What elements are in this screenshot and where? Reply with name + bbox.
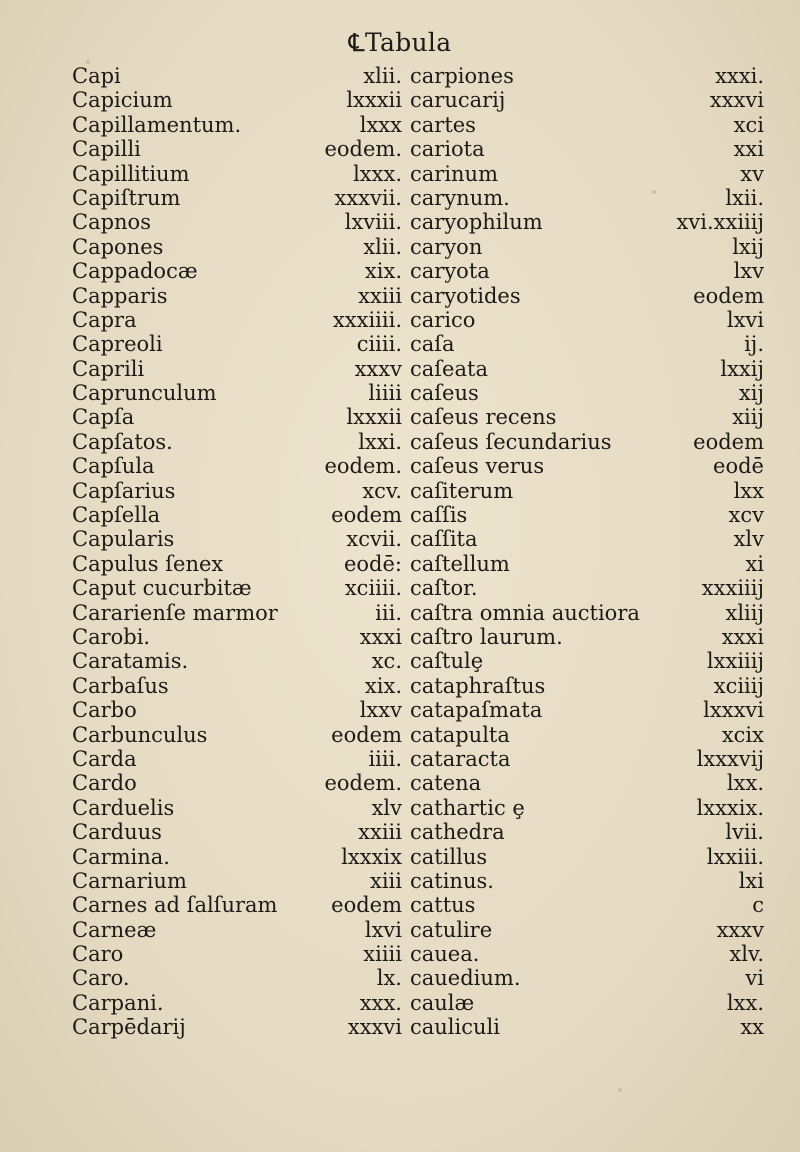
index-entry-term: Capſula	[72, 454, 155, 479]
index-entry-folio: eodem	[331, 893, 402, 918]
index-entry-folio: xix.	[364, 259, 402, 284]
index-entry-term: Capi	[72, 64, 121, 88]
index-entry-folio: xxiii	[358, 283, 402, 308]
index-entry-term: Carpani.	[72, 990, 164, 1015]
index-entry-term: Caratamis.	[72, 649, 189, 674]
index-entry-term: Carbo	[72, 698, 137, 723]
index-entry-term: Capones	[72, 234, 164, 259]
index-entry-term: Cararienſe marmor	[72, 600, 278, 625]
index-entry-folio: xcv	[728, 503, 764, 528]
index-entry-term: catulire	[410, 917, 493, 942]
index-entry-folio: lxx.	[726, 990, 764, 1015]
index-entry-folio: lxxi.	[358, 429, 402, 454]
index-entry-folio: eodem	[331, 503, 402, 528]
index-entry-term: carico	[410, 307, 476, 332]
index-entry-folio: xlii.	[363, 64, 402, 88]
index-entry-folio: xcvii.	[346, 527, 402, 552]
index-entry-folio: xx	[740, 1015, 764, 1040]
index-entry-term: caryophilum	[410, 210, 543, 235]
index-entry-term: Capparis	[72, 283, 168, 308]
index-entry-folio: eodem	[693, 429, 764, 454]
index-entry-folio: lxxxvij	[696, 746, 764, 771]
index-entry-term: Capillitium	[72, 161, 190, 186]
index-entry-folio: lxij	[732, 234, 764, 259]
index-entry-term: caſeus	[410, 381, 479, 406]
index-entry-term: Carbunculus	[72, 722, 208, 747]
index-entry-folio: eodem.	[324, 137, 402, 162]
middle-number-column	[300, 64, 402, 1040]
index-entry-term: Carda	[72, 746, 137, 771]
index-entry-folio: lxxxix.	[696, 795, 764, 820]
index-entry-folio: lvii.	[725, 820, 764, 845]
index-entry-term: catillus	[410, 844, 488, 869]
paper-speck	[86, 60, 90, 64]
index-entry-folio: lxxxix	[341, 844, 402, 869]
index-entry-folio: lxi	[738, 868, 764, 893]
index-entry-term: Caro	[72, 942, 124, 967]
index-entry-folio: xxxi.	[715, 64, 764, 88]
index-entry-folio: xlv	[733, 527, 764, 552]
index-entry-term: Carbaſus	[72, 673, 169, 698]
index-entry-folio: xcix	[721, 722, 764, 747]
index-entry-folio: eodem.	[324, 454, 402, 479]
index-entry-term: caſeus recens	[410, 405, 557, 430]
index-entry-folio: lxxij	[720, 356, 764, 381]
index-entry-term: caſa	[410, 332, 455, 357]
index-entry-folio: xxxv	[354, 356, 402, 381]
index-entry-folio: xiiii	[363, 942, 402, 967]
index-entry-term: Capſarius	[72, 478, 176, 503]
index-entry-term: Carobi.	[72, 624, 151, 649]
index-entry-term: cataphraſtus	[410, 673, 546, 698]
index-entry-term: Capreoli	[72, 332, 163, 357]
index-entry-term: Capiſtrum	[72, 185, 181, 210]
index-entry-term: Carpēdarij	[72, 1015, 186, 1040]
index-entry-term: cauliculi	[410, 1015, 500, 1040]
index-entry-term: cauea.	[410, 942, 480, 967]
index-entry-term: Capnos	[72, 210, 151, 235]
index-entry-term: catinus.	[410, 868, 494, 893]
index-entry-folio: xxxi	[721, 624, 764, 649]
index-entry-term: cathartic ȩ	[410, 795, 525, 820]
paper-speck	[652, 190, 656, 194]
index-entry-term: caſeata	[410, 356, 488, 381]
index-entry-term: caſtellum	[410, 551, 510, 576]
index-entry-term: cauedium.	[410, 966, 521, 991]
index-entry-term: Carnes ad ſalſuram	[72, 893, 278, 918]
index-entry-term: cataracta	[410, 746, 511, 771]
index-entry-term: Cardo	[72, 771, 137, 796]
index-entry-folio: eodē:	[343, 551, 402, 576]
index-entry-folio: xxxvii.	[334, 185, 402, 210]
index-entry-folio: xciiij	[713, 673, 764, 698]
index-entry-folio: xi	[745, 551, 764, 576]
index-entry-folio: xxi	[733, 137, 764, 162]
index-entry-term: caulæ	[410, 990, 475, 1015]
index-entry-folio: lxxxvi	[703, 698, 764, 723]
index-entry-term: Capularis	[72, 527, 175, 552]
page-title	[0, 28, 800, 57]
index-entry-folio: xxxvi	[709, 88, 764, 113]
index-entry-folio: lxvi	[726, 307, 764, 332]
paper-speck	[618, 1088, 622, 1092]
index-entry-term: Capſa	[72, 405, 135, 430]
index-entry-folio: xlv	[371, 795, 402, 820]
index-entry-term: caſtro laurum.	[410, 624, 563, 649]
index-entry-term: Caprili	[72, 356, 145, 381]
index-entry-folio: lxx	[733, 478, 764, 503]
index-entry-term: Carmina.	[72, 844, 170, 869]
index-entry-term: Carduus	[72, 820, 162, 845]
index-entry-term: cariota	[410, 137, 485, 162]
index-entry-folio: lxxx.	[353, 161, 402, 186]
index-entry-term: carinum	[410, 161, 498, 186]
index-entry-term: cartes	[410, 112, 476, 137]
index-entry-folio: eodem.	[324, 771, 402, 796]
index-entry-folio: xiii	[370, 868, 402, 893]
index-entry-term: caſtra omnia auctiora	[410, 600, 640, 625]
index-entry-folio: eodem	[693, 283, 764, 308]
index-entry-folio: eodem	[331, 722, 402, 747]
index-entry-term: Capſella	[72, 503, 161, 528]
index-entry-term: cathedra	[410, 820, 505, 845]
index-entry-term: cattus	[410, 893, 476, 918]
index-entry-folio: xc.	[371, 649, 402, 674]
index-entry-term: Capulus ſenex	[72, 551, 224, 576]
index-entry-folio: xxx.	[359, 990, 402, 1015]
index-entry-term: Capſatos.	[72, 429, 173, 454]
index-entry-term: Caprunculum	[72, 381, 217, 406]
index-entry-term: caryotides	[410, 283, 521, 308]
index-entry-term: caſſita	[410, 527, 478, 552]
index-entry-folio: liiii	[368, 381, 402, 406]
index-entry-folio: iiii.	[368, 746, 402, 771]
right-number-column	[634, 64, 764, 1040]
index-entry-folio: xci	[733, 112, 764, 137]
index-entry-folio: xix.	[364, 673, 402, 698]
index-entry-term: carpiones	[410, 64, 514, 88]
index-entry-term: Capra	[72, 307, 137, 332]
index-entry-folio: xxxv	[716, 917, 764, 942]
index-entry-folio: lxxiii.	[706, 844, 764, 869]
index-entry-folio: eodē	[713, 454, 764, 479]
index-entry-folio: lxx.	[726, 771, 764, 796]
index-entry-folio: lxxv	[359, 698, 402, 723]
index-entry-term: catena	[410, 771, 482, 796]
index-entry-term: caſſis	[410, 503, 468, 528]
index-entry-folio: lxvi	[364, 917, 402, 942]
index-entry-folio: lxxxii	[346, 405, 402, 430]
index-entry-folio: xvi.xxiiij	[676, 210, 764, 235]
index-entry-term: Carneæ	[72, 917, 157, 942]
index-entry-term: Caput cucurbitæ	[72, 576, 252, 601]
index-entry-folio: c	[752, 893, 764, 918]
index-entry-folio: xiij	[732, 405, 764, 430]
index-entry-folio: xxxiiii.	[332, 307, 402, 332]
index-entry-folio: ciiii.	[356, 332, 402, 357]
index-entry-term: carynum.	[410, 185, 510, 210]
index-entry-term: carucarij	[410, 88, 506, 113]
index-entry-folio: xxxvi	[347, 1015, 402, 1040]
index-entry-folio: ij.	[744, 332, 764, 357]
index-entry-term: caryota	[410, 259, 490, 284]
index-entry-folio: lxxxii	[346, 88, 402, 113]
index-entry-term: caryon	[410, 234, 483, 259]
index-entry-folio: xciiii.	[344, 576, 402, 601]
index-entry-term: Cappadocæ	[72, 259, 198, 284]
middle-term-column	[410, 64, 670, 1040]
index-entry-folio: xliij	[725, 600, 764, 625]
index-entry-term: caſtor.	[410, 576, 478, 601]
index-entry-term: caſeus verus	[410, 454, 545, 479]
index-entry-term: caſeus ſecundarius	[410, 429, 612, 454]
index-entry-term: Carduelis	[72, 795, 175, 820]
index-entry-folio: lx.	[376, 966, 402, 991]
index-entry-folio: xxxiiij	[701, 576, 764, 601]
index-entry-term: catapaſmata	[410, 698, 543, 723]
index-entry-folio: xxiii	[358, 820, 402, 845]
index-entry-term: caſtulȩ	[410, 649, 484, 674]
index-entry-term: Caro.	[72, 966, 130, 991]
page-title-text: Tabula	[364, 28, 452, 57]
index-entry-term: caſiterum	[410, 478, 514, 503]
index-entry-folio: lxxx	[359, 112, 402, 137]
index-entry-folio: iii.	[375, 600, 402, 625]
index-entry-folio: lxv	[733, 259, 764, 284]
index-entry-term: Capicium	[72, 88, 173, 113]
left-term-column	[72, 64, 302, 1040]
index-entry-folio: xlii.	[363, 234, 402, 259]
index-entry-folio: lxii.	[725, 185, 764, 210]
index-entry-term: Carnarium	[72, 868, 187, 893]
index-entry-term: catapulta	[410, 722, 510, 747]
index-entry-folio: xxxi	[359, 624, 402, 649]
index-entry-folio: xv	[740, 161, 764, 186]
index-entry-term: Capilli	[72, 137, 141, 162]
paragraph-mark-icon: ℄	[348, 28, 365, 57]
index-entry-term: Capillamentum.	[72, 112, 242, 137]
index-entry-folio: lxviii.	[344, 210, 402, 235]
index-entry-folio: xlv.	[729, 942, 764, 967]
index-entry-folio: xij	[738, 381, 764, 406]
index-entry-folio: vi	[745, 966, 764, 991]
index-entry-folio: xcv.	[362, 478, 402, 503]
index-entry-folio: lxxiiij	[706, 649, 764, 674]
